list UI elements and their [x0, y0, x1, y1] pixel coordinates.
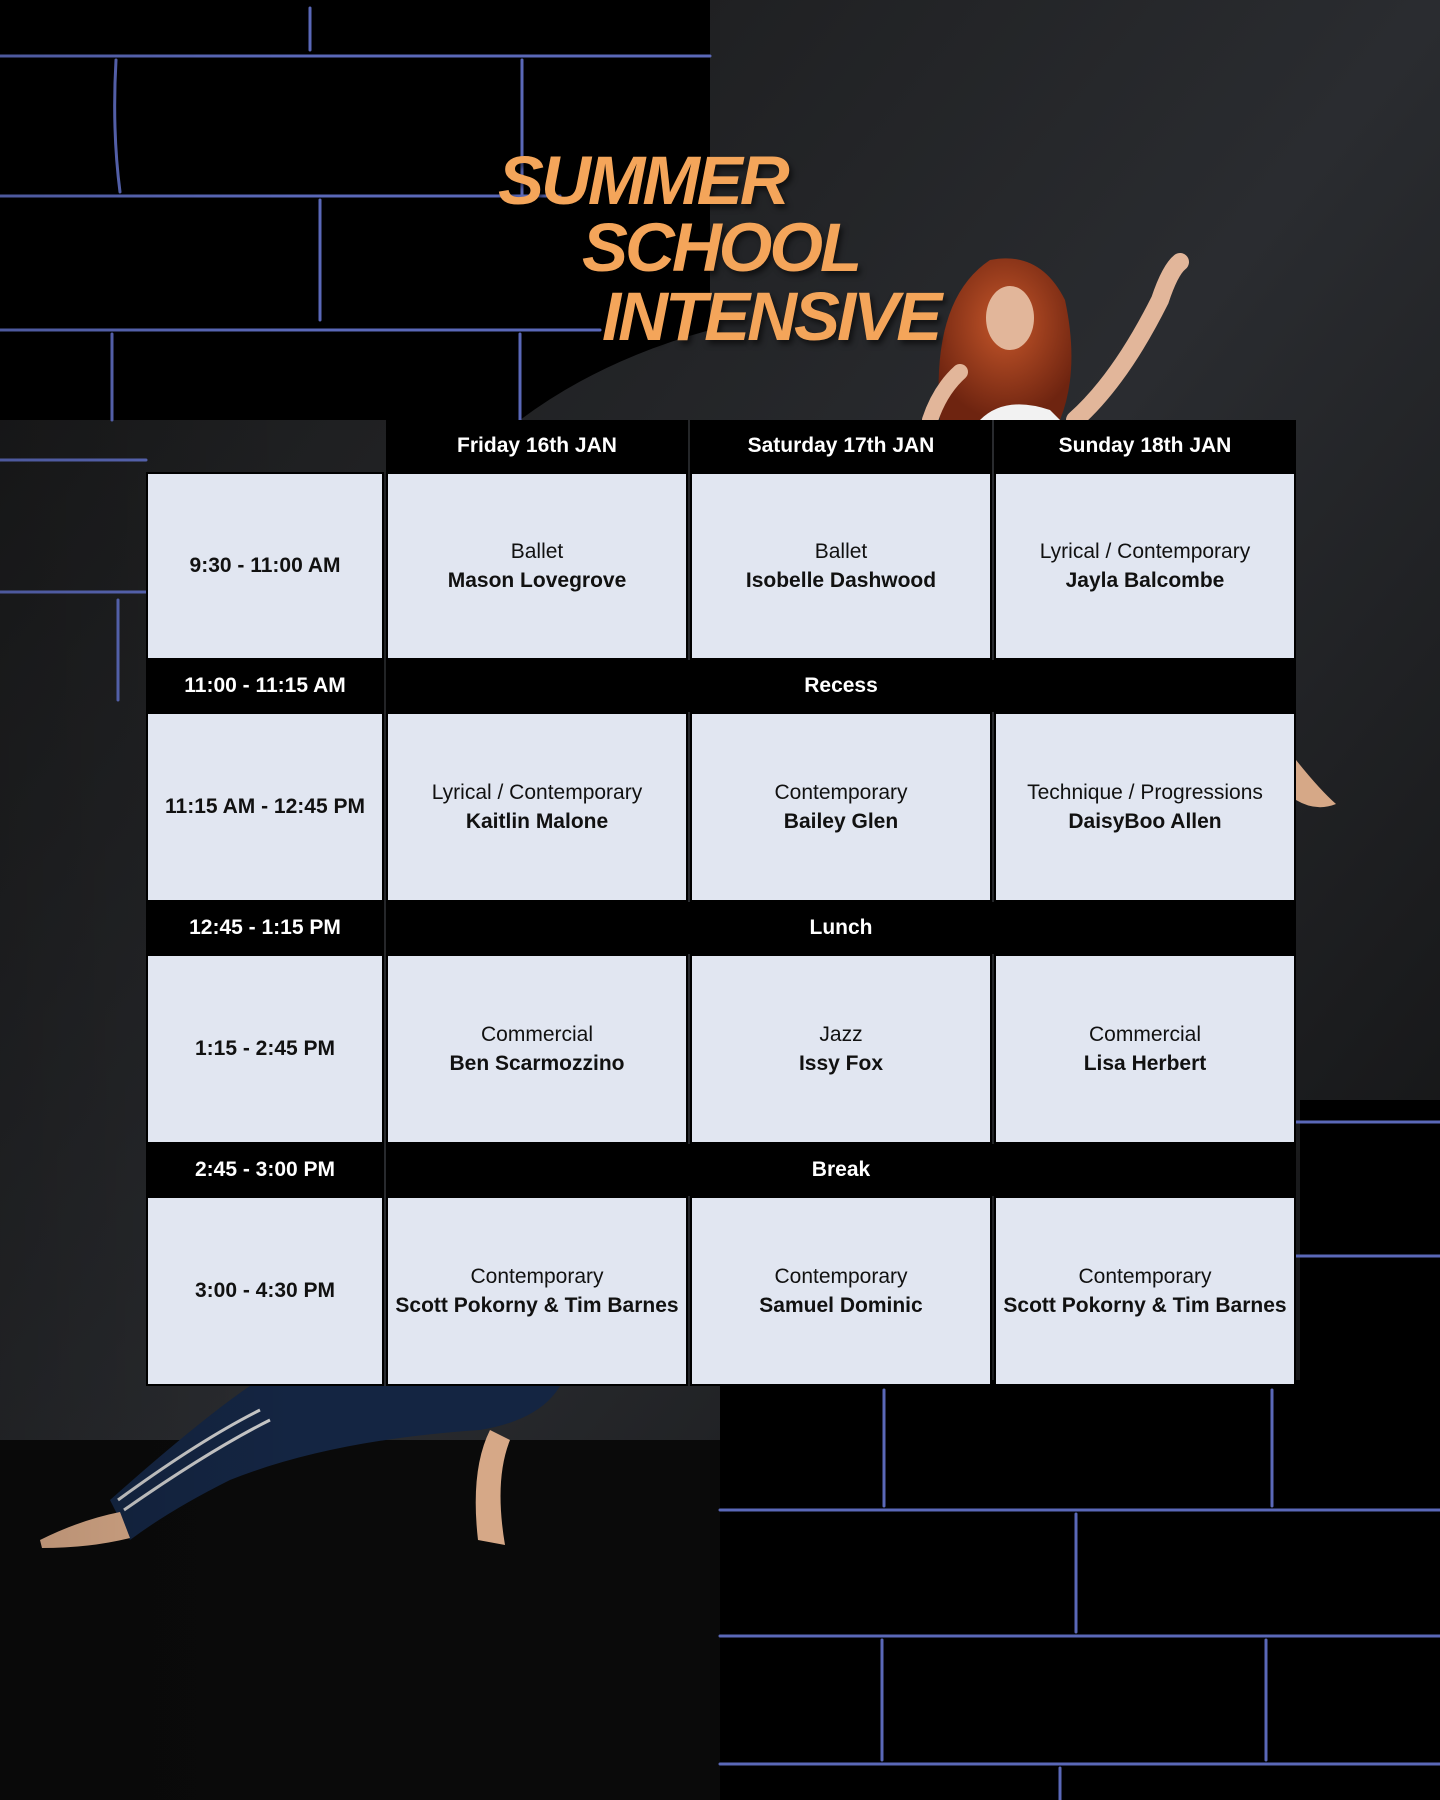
day-header-sunday: Sunday 18th JAN	[994, 420, 1296, 472]
class-style: Contemporary	[1078, 1265, 1212, 1288]
class-teacher: Scott Pokorny & Tim Barnes	[395, 1294, 679, 1317]
break-time: 11:00 - 11:15 AM	[146, 660, 384, 712]
day-header-saturday: Saturday 17th JAN	[690, 420, 992, 472]
class-teacher: Bailey Glen	[783, 810, 899, 833]
title-line-school: SCHOOL	[582, 209, 860, 286]
class-style: Ballet	[814, 540, 868, 563]
session-time: 11:15 AM - 12:45 PM	[146, 712, 384, 902]
class-style: Commercial	[1088, 1023, 1201, 1046]
title-line-summer: SUMMER	[498, 142, 787, 219]
class-cell	[386, 1196, 688, 1386]
class-style: Contemporary	[470, 1265, 604, 1288]
day-header-friday: Friday 16th JAN	[386, 420, 688, 472]
class-style: Jazz	[819, 1023, 863, 1046]
break-label: Recess	[386, 660, 1296, 712]
break-time: 2:45 - 3:00 PM	[146, 1144, 384, 1196]
class-cell	[690, 954, 992, 1144]
class-cell	[994, 1196, 1296, 1386]
class-cell	[690, 712, 992, 902]
class-teacher: Issy Fox	[798, 1052, 884, 1075]
class-cell	[386, 712, 688, 902]
break-label: Lunch	[386, 902, 1296, 954]
class-teacher: Kaitlin Malone	[465, 810, 609, 833]
class-style: Contemporary	[774, 781, 908, 804]
brick-wall-mid-right	[1300, 1100, 1440, 1380]
break-label: Break	[386, 1144, 1296, 1196]
class-cell	[690, 472, 992, 660]
class-style: Technique / Progressions	[1027, 781, 1263, 804]
class-teacher: Isobelle Dashwood	[745, 569, 937, 592]
schedule-table	[146, 420, 1294, 1386]
class-style: Lyrical / Contemporary	[431, 781, 643, 804]
class-style: Contemporary	[774, 1265, 908, 1288]
break-time: 12:45 - 1:15 PM	[146, 902, 384, 954]
session-time: 3:00 - 4:30 PM	[146, 1196, 384, 1386]
class-cell	[690, 1196, 992, 1386]
class-teacher: Ben Scarmozzino	[449, 1052, 625, 1075]
class-style: Lyrical / Contemporary	[1039, 540, 1251, 563]
class-style: Commercial	[480, 1023, 593, 1046]
class-teacher: Samuel Dominic	[759, 1294, 923, 1317]
class-cell	[386, 954, 688, 1144]
title-line-intensive: INTENSIVE	[602, 278, 940, 355]
class-teacher: DaisyBoo Allen	[1068, 810, 1222, 833]
class-cell	[386, 472, 688, 660]
class-teacher: Mason Lovegrove	[447, 569, 627, 592]
session-time: 9:30 - 11:00 AM	[146, 472, 384, 660]
class-cell	[994, 712, 1296, 902]
session-time: 1:15 - 2:45 PM	[146, 954, 384, 1144]
class-style: Ballet	[510, 540, 564, 563]
class-teacher: Jayla Balcombe	[1065, 569, 1225, 592]
header-corner	[146, 420, 384, 472]
brick-wall-bottom-right	[720, 1380, 1440, 1800]
class-cell	[994, 954, 1296, 1144]
class-teacher: Lisa Herbert	[1083, 1052, 1207, 1075]
class-teacher: Scott Pokorny & Tim Barnes	[1003, 1294, 1287, 1317]
class-cell	[994, 472, 1296, 660]
